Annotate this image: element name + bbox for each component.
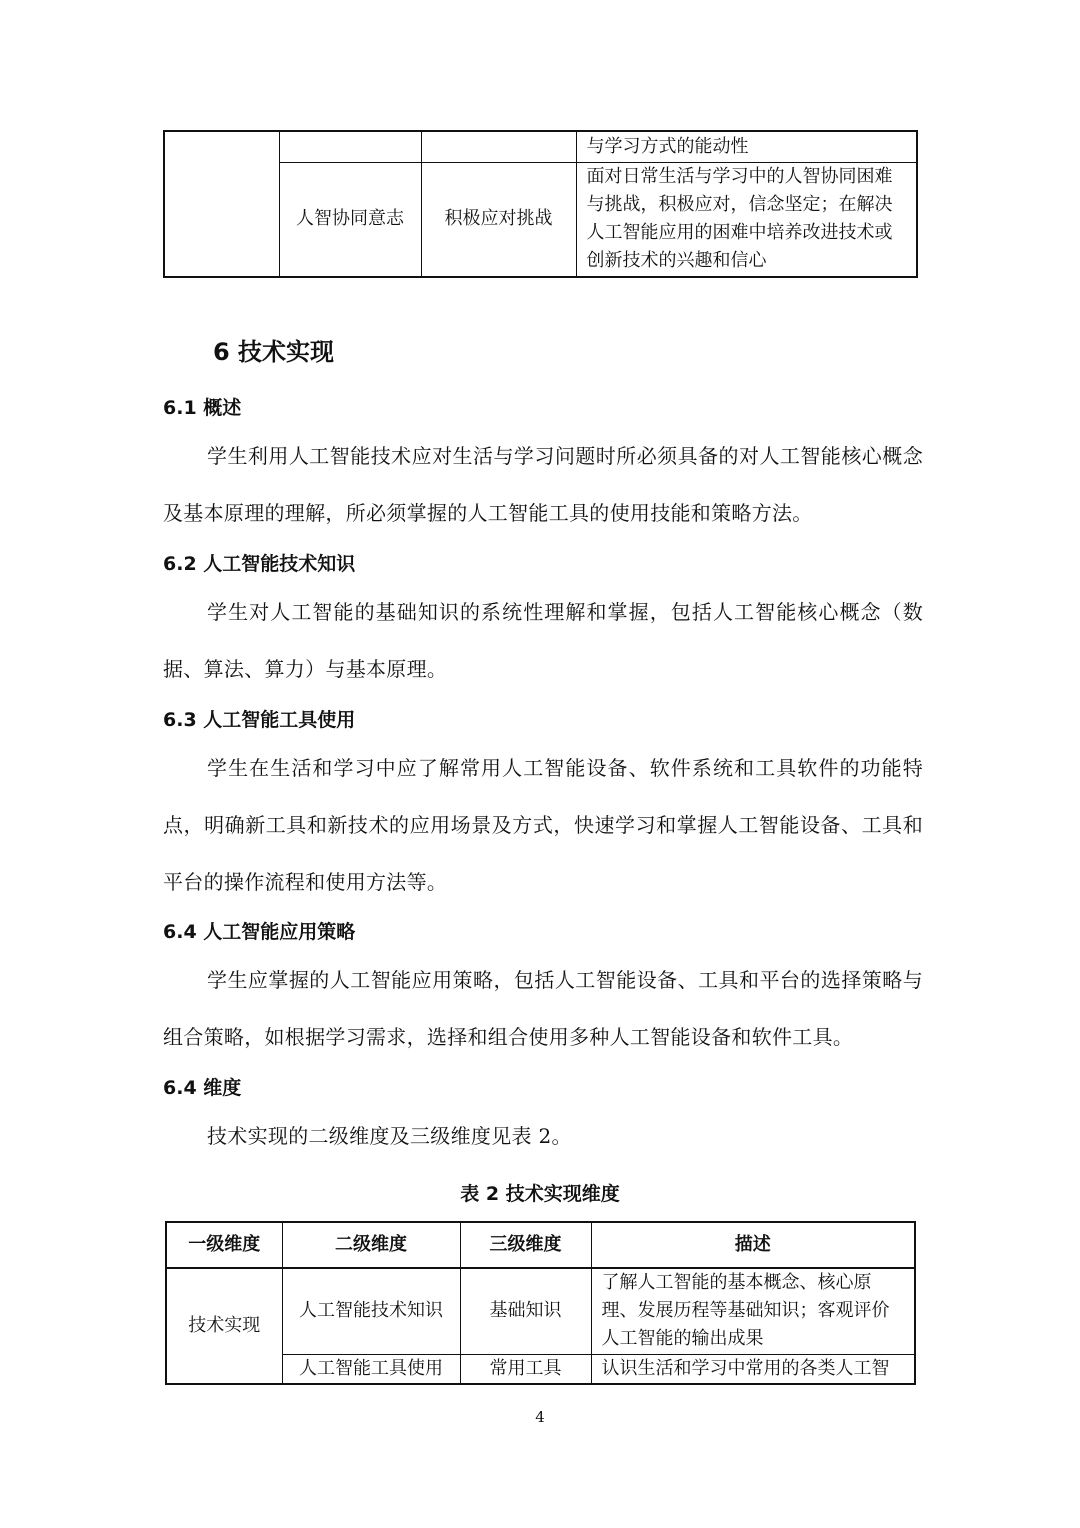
subsection-heading: 6.3 人工智能工具使用 xyxy=(163,709,356,731)
table-cell-desc: 面对日常生活与学习中的人智协同困难与挑战，积极应对，信念坚定；在解决人工智能应用的困难中培养改进技术或创新技术的兴趣和信心 xyxy=(576,162,917,277)
table-row xyxy=(164,131,917,162)
dimension-table-continued xyxy=(163,130,918,278)
subsection-heading: 6.2 人工智能技术知识 xyxy=(163,553,356,575)
table-cell-level1: 技术实现 xyxy=(166,1268,282,1384)
table-cell-level3: 常用工具 xyxy=(460,1354,591,1384)
table-header-cell: 描述 xyxy=(591,1222,915,1268)
table-header-cell: 三级维度 xyxy=(460,1222,591,1268)
table-cell-desc: 与学习方式的能动性 xyxy=(576,131,917,162)
paragraph: 学生应掌握的人工智能应用策略，包括人工智能设备、工具和平台的选择策略与组合策略，如根据学习需求，选择和组合使用多种人工智能设备和软件工具。 xyxy=(163,968,923,1049)
subsection-heading: 6.4 人工智能应用策略 xyxy=(163,921,356,943)
table-cell-level1 xyxy=(164,131,279,277)
table-cell-level2: 人工智能工具使用 xyxy=(282,1354,460,1384)
paragraph: 学生利用人工智能技术应对生活与学习问题时所必须具备的对人工智能核心概念及基本原理的理解，所必须掌握的人工智能工具的使用技能和策略方法。 xyxy=(163,444,923,525)
subsection-heading: 6.4 维度 xyxy=(163,1077,242,1099)
table-header-row xyxy=(166,1222,915,1268)
tech-dimension-table xyxy=(165,1221,916,1385)
paragraph: 学生对人工智能的基础知识的系统性理解和掌握，包括人工智能核心概念（数据、算法、算力）与基本原理。 xyxy=(163,600,923,681)
subsection-heading: 6.1 概述 xyxy=(163,397,242,419)
paragraph: 技术实现的二级维度及三级维度见表 2。 xyxy=(207,1124,572,1148)
paragraph: 学生在生活和学习中应了解常用人工智能设备、软件系统和工具软件的功能特点，明确新工具和新技术的应用场景及方式，快速学习和掌握人工智能设备、工具和平台的操作流程和使用方法等。 xyxy=(163,756,923,894)
section-title: 6 技术实现 xyxy=(213,338,335,366)
table-cell-level2: 人智协同意志 xyxy=(279,162,421,277)
table-cell-level3: 基础知识 xyxy=(460,1268,591,1354)
table-cell-level3: 积极应对挑战 xyxy=(421,162,576,277)
table-cell-level2: 人工智能技术知识 xyxy=(282,1268,460,1354)
table-cell-desc: 认识生活和学习中常用的各类人工智 xyxy=(591,1354,915,1384)
table-caption: 表 2 技术实现维度 xyxy=(460,1183,620,1205)
page-number: 4 xyxy=(535,1408,545,1426)
table-header-cell: 一级维度 xyxy=(166,1222,282,1268)
table-row xyxy=(166,1268,915,1354)
table-cell xyxy=(421,131,576,162)
table-header-cell: 二级维度 xyxy=(282,1222,460,1268)
table-cell xyxy=(279,131,421,162)
table-cell-desc: 了解人工智能的基本概念、核心原理、发展历程等基础知识；客观评价人工智能的输出成果 xyxy=(591,1268,915,1354)
